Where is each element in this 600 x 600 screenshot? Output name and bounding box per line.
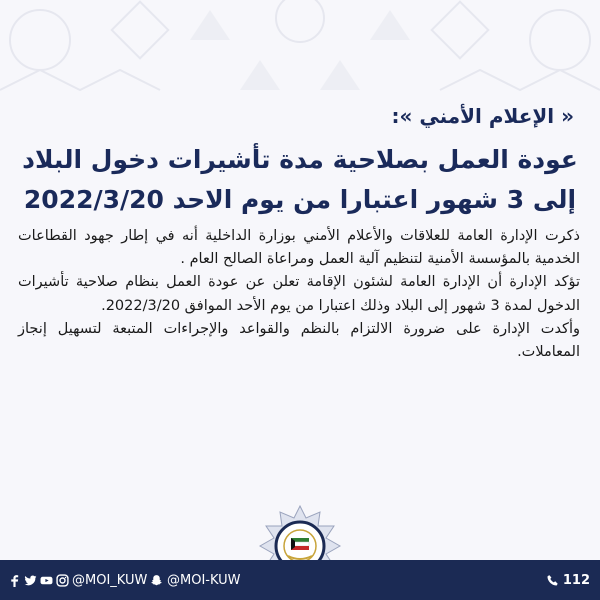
facebook-icon[interactable] (8, 574, 21, 587)
hotline-number[interactable]: 112 (562, 572, 590, 588)
article-body (18, 225, 580, 364)
paragraph-2: تؤكد الإدارة أن الإدارة العامة لشئون الإقامة تعلن عن عودة العمل بنظام صلاحية تأشيرات الدخول لمدة 3 شهور إلى البلاد وذلك اعتبارا من يوم الأحد الموافق 2022/3/20. (18, 274, 580, 314)
phone-icon (546, 574, 559, 587)
instagram-icon[interactable] (56, 574, 69, 587)
youtube-icon[interactable] (40, 574, 53, 587)
hotline (546, 560, 590, 600)
handle-mid-text[interactable]: @MOI-KUW (167, 572, 241, 588)
snapchat-icon[interactable] (150, 574, 163, 587)
footer-bar (0, 560, 600, 600)
social-handles-left (8, 560, 147, 600)
title-line-1: عودة العمل بصلاحية مدة تأشيرات دخول البلاد (22, 145, 578, 174)
social-handle-mid (150, 560, 241, 600)
handle-left-text[interactable]: @MOI_KUW (72, 572, 148, 588)
paragraph-1: ذكرت الإدارة العامة للعلاقات والأعلام الأمني بوزارة الداخلية أنه في إطار جهود القطاعات الخدمية بالمؤسسة الأمنية لتنظيم آلية العمل ومراعاة الصالح العام . (18, 228, 580, 268)
twitter-icon[interactable] (24, 574, 37, 587)
paragraph-3: وأكدت الإدارة على ضرورة الالتزام بالنظم والقواعد والإجراءات المتبعة لتسهيل إنجاز المعاملات. (18, 320, 580, 361)
title-line-2: إلى 3 شهور اعتبارا من يوم الاحد 2022/3/20 (23, 185, 577, 214)
source-label: « الإعلام الأمني »: (391, 104, 574, 128)
